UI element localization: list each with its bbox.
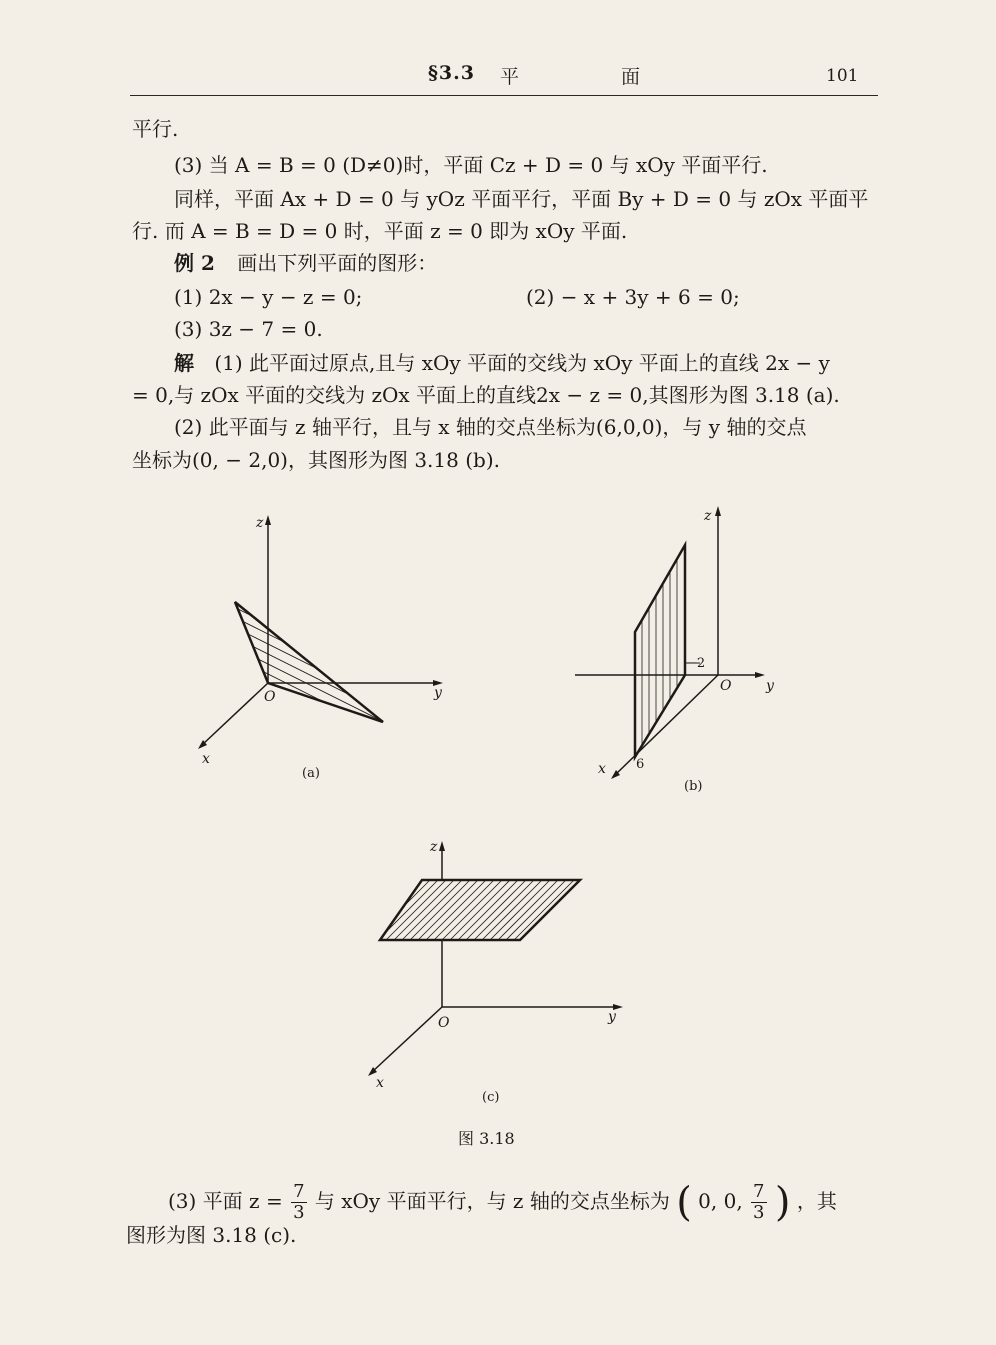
caption-b: (b) xyxy=(684,779,703,794)
solution-text-1: (1) 此平面过原点,且与 xOy 平面的交线为 xOy 平面上的直线 2x − y xyxy=(214,351,830,375)
text-line-2: (3) 当 A = B = 0 (D≠0)时，平面 Cz + D = 0 与 xOy 平面平行. xyxy=(174,153,768,177)
text-line-3: 同样，平面 Ax + D = 0 与 yOz 平面平行，平面 By + D = 0 与 zOx 平面平 xyxy=(174,187,869,211)
close-paren: ) xyxy=(774,1179,791,1226)
fraction-denominator: 3 xyxy=(293,1202,305,1223)
origin-label-c: O xyxy=(438,1015,450,1031)
solution-text-5a: (3) 平面 z = xyxy=(168,1189,283,1213)
caption-a: (a) xyxy=(302,766,320,781)
plane-b xyxy=(635,545,685,757)
figure-3-18-b xyxy=(570,500,790,800)
section-number: §3.3 xyxy=(428,62,475,84)
figure-3-18-c xyxy=(360,835,640,1110)
x-label-b: x xyxy=(598,761,606,777)
solution-line-1 xyxy=(174,350,830,376)
example-heading xyxy=(174,250,437,276)
page-number: 101 xyxy=(826,66,859,86)
solution-line-5 xyxy=(168,1179,837,1226)
header-rule xyxy=(130,95,878,96)
exercise-item-1: (1) 2x − y − z = 0; xyxy=(174,285,363,309)
y-arrow-icon-b xyxy=(755,672,765,678)
fraction-seven-thirds-coord xyxy=(751,1182,766,1223)
section-title: 平 面 xyxy=(500,66,689,88)
solution-line-6: 图形为图 3.18 (c). xyxy=(126,1223,297,1247)
solution-text-5b: 与 xOy 平面平行，与 z 轴的交点坐标为 xyxy=(314,1189,670,1213)
example-label: 例 2 xyxy=(174,251,215,275)
plane-a xyxy=(235,602,383,722)
fraction-seven-thirds xyxy=(291,1182,306,1223)
x-axis-a xyxy=(202,683,268,745)
solution-label: 解 xyxy=(174,351,194,375)
x-axis-b xyxy=(615,675,718,775)
x-label-c: x xyxy=(376,1075,384,1091)
hatching-b xyxy=(642,500,677,800)
solution-text-5c: ，其 xyxy=(796,1189,837,1213)
solution-line-4: 坐标为(0, − 2,0)，其图形为图 3.18 (b). xyxy=(132,448,500,472)
z-label-a: z xyxy=(256,515,264,531)
origin-label-a: O xyxy=(264,689,276,705)
y-label-c: y xyxy=(608,1009,616,1025)
x-intercept-label: 6 xyxy=(636,757,645,772)
open-paren: ( xyxy=(676,1179,692,1226)
solution-line-2: = 0,与 zOx 平面的交线为 zOx 平面上的直线2x − z = 0,其图形为图 3.18 (a). xyxy=(132,383,840,407)
coordinate-values: 0, 0, xyxy=(698,1189,743,1213)
exercise-item-2: (2) − x + 3y + 6 = 0; xyxy=(526,285,740,309)
y-label-a: y xyxy=(434,685,442,701)
y-label-b: y xyxy=(766,678,774,694)
z-label-b: z xyxy=(704,508,712,524)
caption-c: (c) xyxy=(482,1090,500,1105)
fraction-numerator: 7 xyxy=(293,1181,305,1202)
z-arrow-icon-b xyxy=(715,506,721,516)
origin-label-b: O xyxy=(720,678,732,694)
y-intercept-label: −2 xyxy=(686,656,706,671)
figure-caption: 图 3.18 xyxy=(458,1129,515,1148)
exercise-item-3: (3) 3z − 7 = 0. xyxy=(174,317,323,341)
example-text: 画出下列平面的图形： xyxy=(237,251,438,275)
text-line-4: 行. 而 A = B = D = 0 时，平面 z = 0 即为 xOy 平面. xyxy=(132,219,628,243)
z-arrow-icon-c xyxy=(439,841,445,851)
x-axis-c xyxy=(372,1007,442,1072)
z-label-c: z xyxy=(430,839,438,855)
solution-line-3: (2) 此平面与 z 轴平行，且与 x 轴的交点坐标为(6,0,0)，与 y 轴的交点 xyxy=(174,415,807,439)
z-arrow-icon-a xyxy=(265,515,271,525)
figure-3-18-a xyxy=(190,505,460,795)
coord-fraction-numerator: 7 xyxy=(753,1181,765,1202)
x-label-a: x xyxy=(202,751,210,767)
text-line-1: 平行. xyxy=(132,117,179,141)
coord-fraction-denominator: 3 xyxy=(753,1202,765,1223)
